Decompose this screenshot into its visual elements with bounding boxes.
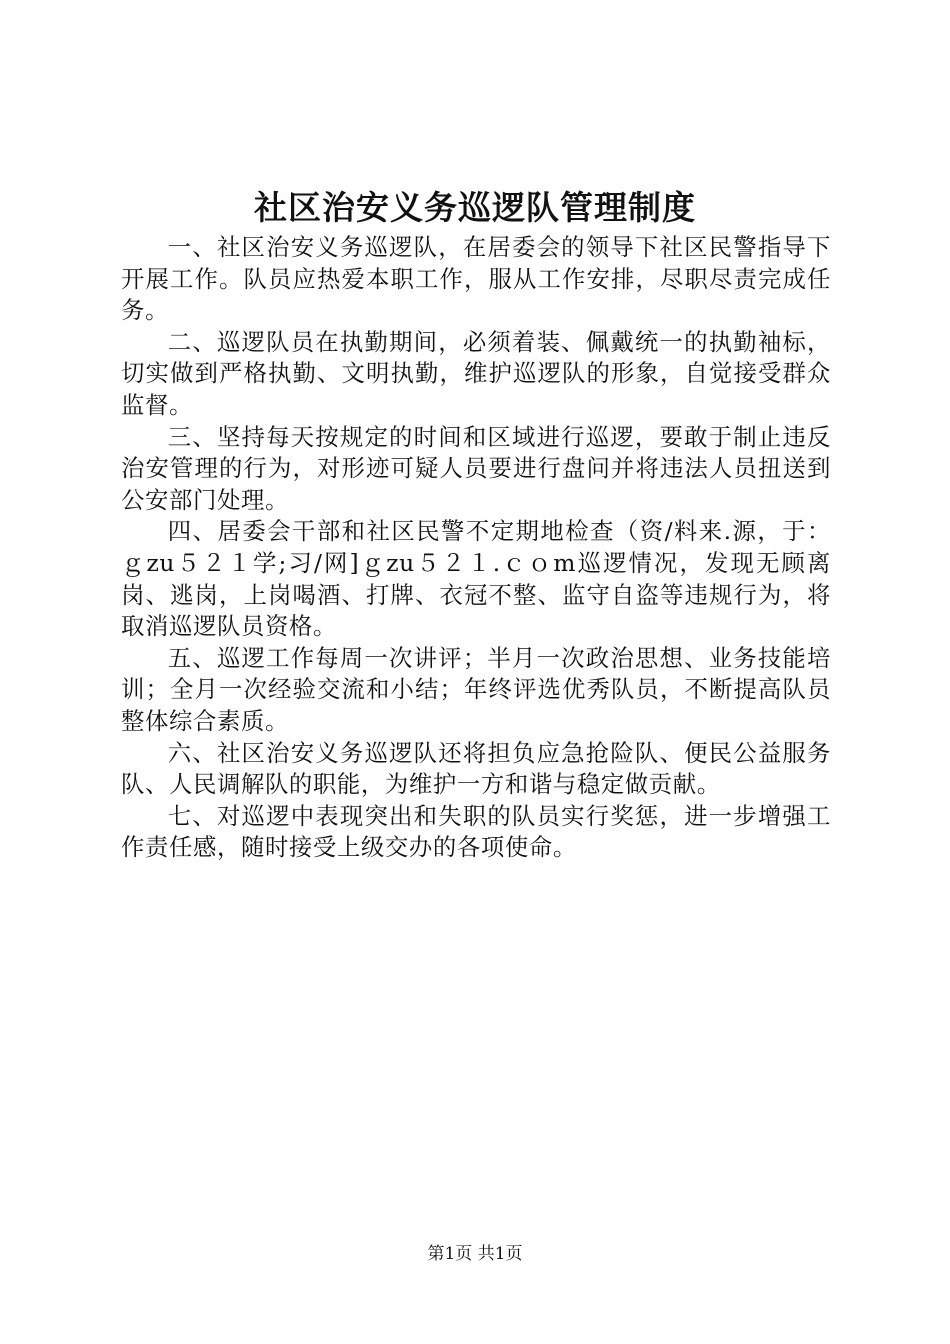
paragraph-7: 七、对巡逻中表现突出和失职的队员实行奖惩，进一步增强工作责任感，随时接受上级交办的各项使命。 <box>121 801 831 862</box>
paragraph-4: 四、居委会干部和社区民警不定期地检查（资/料来.源，于：ｇzu５２１学;习/网]ｇzu５２１.ｃｏm巡逻情况，发现无顾离岗、逃岗，上岗喝酒、打牌、衣冠不整、监守自盗等违规行为，将取消巡逻队员资格。 <box>121 517 831 641</box>
paragraph-1: 一、社区治安义务巡逻队，在居委会的领导下社区民警指导下开展工作。队员应热爱本职工作，服从工作安排，尽职尽责完成任务。 <box>121 233 831 325</box>
document-title: 社区治安义务巡逻队管理制度 <box>254 188 696 227</box>
paragraph-6: 六、社区治安义务巡逻队还将担负应急抢险队、便民公益服务队、人民调解队的职能，为维护一方和谐与稳定做贡献。 <box>121 738 831 799</box>
paragraph-5: 五、巡逻工作每周一次讲评；半月一次政治思想、业务技能培训；全月一次经验交流和小结；年终评选优秀队员，不断提高队员整体综合素质。 <box>121 643 831 735</box>
document-body <box>121 232 831 864</box>
paragraph-2: 二、巡逻队员在执勤期间，必须着装、佩戴统一的执勤袖标，切实做到严格执勤、文明执勤，维护巡逻队的形象，自觉接受群众监督。 <box>121 327 831 419</box>
page-footer: 第1页 共1页 <box>427 1244 523 1264</box>
paragraph-3: 三、坚持每天按规定的时间和区域进行巡逻，要敢于制止违反治安管理的行为，对形迹可疑人员要进行盘问并将违法人员扭送到公安部门处理。 <box>121 422 831 514</box>
